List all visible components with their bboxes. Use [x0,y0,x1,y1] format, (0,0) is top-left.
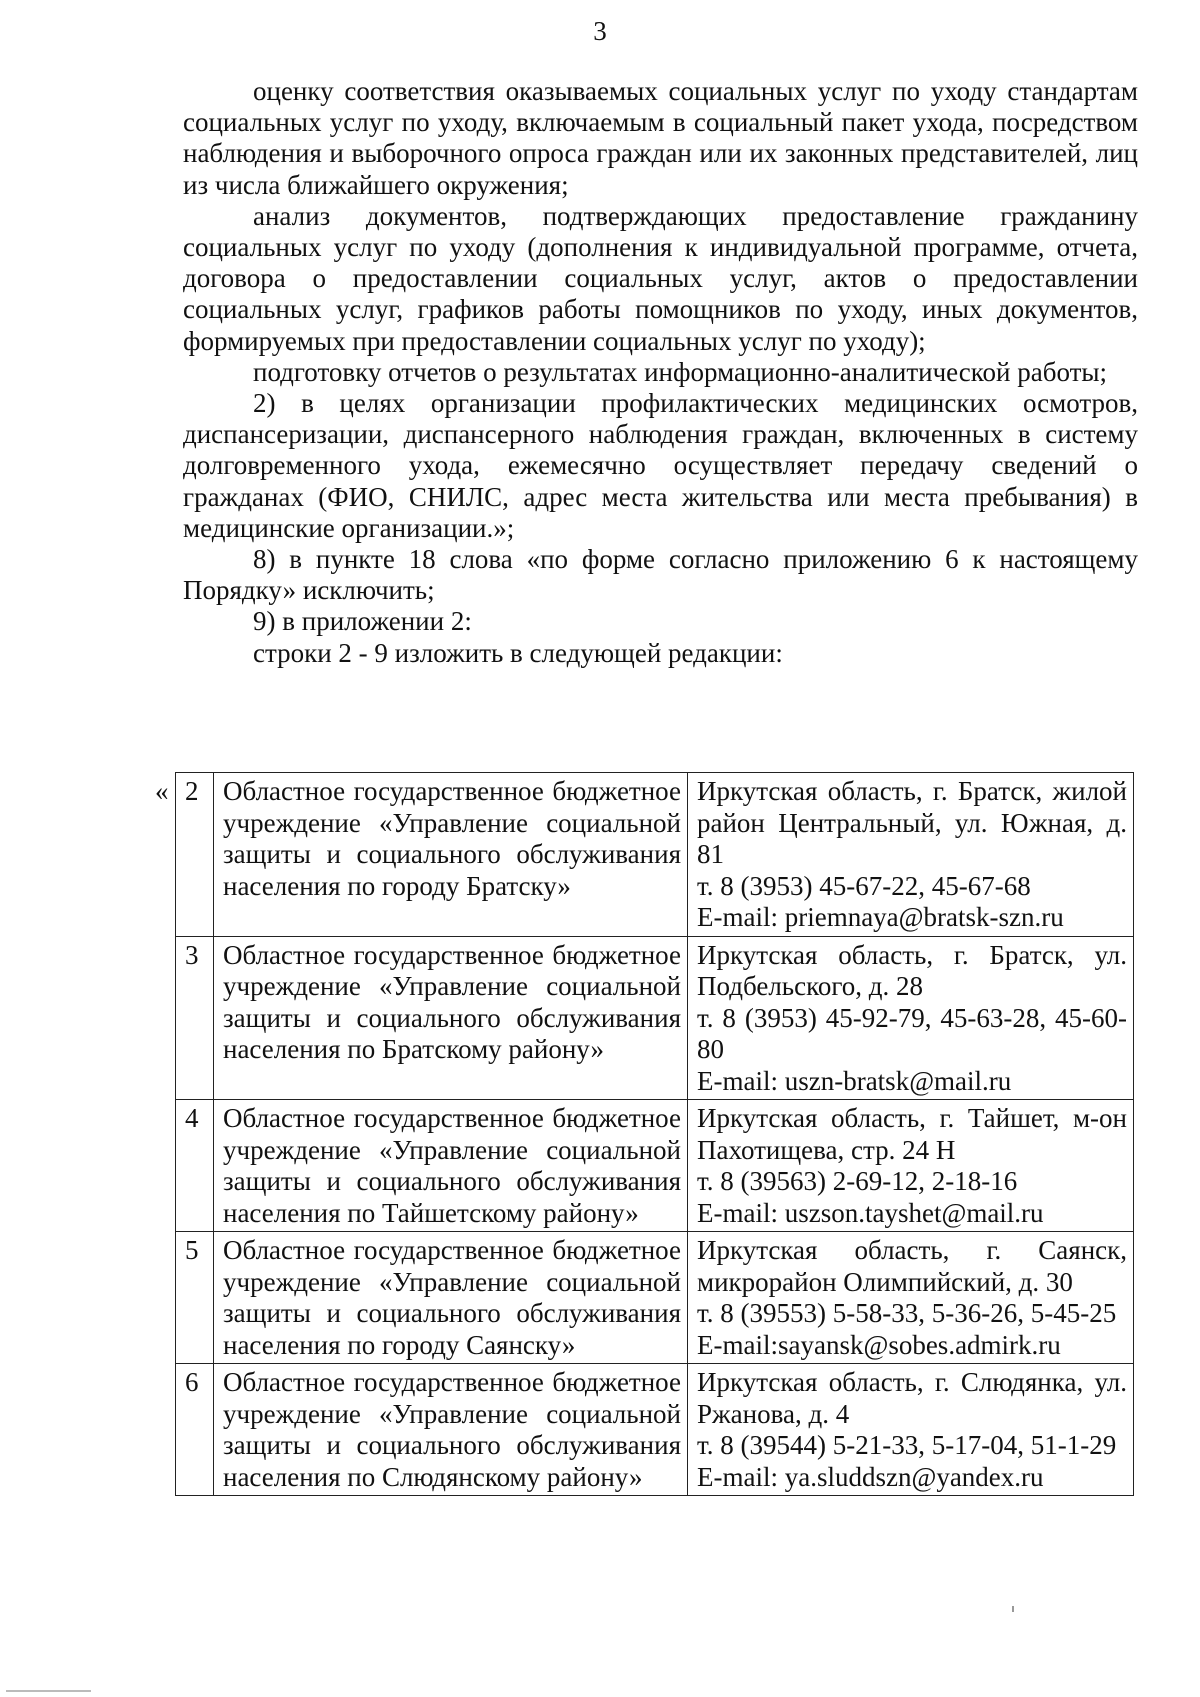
paragraph: строки 2 - 9 изложить в следующей редакции: [253,637,783,668]
table-row [176,936,1134,1100]
institution-name: Областное государственное бюджетное учреждение «Управление социальной защиты и социального обслуживания населения по городу Братску» [214,773,688,937]
paragraph: 9) в приложении 2: [253,606,472,637]
phone-line: т. 8 (3953) 45-92-79, 45-63-28, 45-60-80 [697,1002,1127,1064]
table-open-quote: « [155,776,169,806]
page-number: 3 [593,16,607,46]
paragraph: 8) в пункте 18 слова «по форме согласно приложению 6 к настоящему Порядку» исключить; [183,544,1138,606]
phone-line: т. 8 (3953) 45-67-22, 45-67-68 [697,870,1031,901]
institution-name: Областное государственное бюджетное учреждение «Управление социальной защиты и социального обслуживания населения по Тайшетскому району» [214,1100,688,1232]
institutions-table [175,772,1134,1496]
address-line: Иркутская область, г. Братск, ул. Подбельского, д. 28 [697,939,1127,1001]
row-number: 5 [176,1232,214,1364]
scan-artifact [1012,1606,1014,1612]
table-row [176,1364,1134,1496]
paragraph: оценку соответствия оказываемых социальных услуг по уходу стандартам социальных услуг по уходу, включаемым в социальный пакет ухода, посредством наблюдения и выборочного опроса граждан или их законных представителей, лиц из числа ближайшего окружения; [183,76,1138,200]
institution-contacts [688,1364,1134,1496]
institution-contacts [688,936,1134,1100]
paragraph: анализ документов, подтверждающих предоставление гражданину социальных услуг по уходу (дополнения к индивидуальной программе, отчета, договора о предоставлении социальных услуг, актов о предоставлении социальных услуг, графиков работы помощников по уходу, иных документов, формируемых при предоставлении социальных услуг по уходу); [183,200,1138,356]
institutions-table-wrapper [175,772,1134,1496]
document-body [183,76,1138,669]
institution-name: Областное государственное бюджетное учреждение «Управление социальной защиты и социального обслуживания населения по Братскому району» [214,936,688,1100]
email-line: E-mail: priemnaya@bratsk-szn.ru [697,902,1064,932]
email-line: E-mail:sayansk@sobes.admirk.ru [697,1329,1061,1360]
phone-line: т. 8 (39553) 5-58-33, 5-36-26, 5-45-25 [697,1298,1117,1328]
institution-name: Областное государственное бюджетное учреждение «Управление социальной защиты и социального обслуживания населения по Слюдянскому району» [214,1364,688,1496]
phone-line: т. 8 (39544) 5-21-33, 5-17-04, 51-1-29 [697,1430,1117,1460]
address-line: Иркутская область, г. Тайшет, м-он Пахотищева, стр. 24 Н [697,1103,1127,1165]
paragraph: подготовку отчетов о результатах информационно-аналитической работы; [253,356,1108,387]
paragraph: 2) в целях организации профилактических медицинских осмотров, диспансеризации, диспансерного наблюдения граждан, включенных в систему долговременного ухода, ежемесячно осуществляет передачу сведений о гражданах (ФИО, СНИЛС, адрес места жительства или места пребывания) в медицинские организации.»; [183,388,1138,543]
email-line: E-mail: uszson.tayshet@mail.ru [697,1197,1044,1228]
institution-contacts [688,773,1134,937]
scan-artifact [6,1690,91,1692]
table-row [176,1232,1134,1364]
row-number: 6 [176,1364,214,1496]
row-number: 3 [176,936,214,1100]
row-number: 2 [176,773,214,937]
address-line: Иркутская область, г. Слюдянка, ул. Ржанова, д. 4 [697,1367,1127,1429]
address-line: Иркутская область, г. Братск, жилой район Центральный, ул. Южная, д. 81 [697,776,1127,869]
table-row [176,1100,1134,1232]
table-row [176,773,1134,937]
email-line: E-mail: ya.sluddszn@yandex.ru [697,1461,1044,1492]
institution-name: Областное государственное бюджетное учреждение «Управление социальной защиты и социального обслуживания населения по городу Саянску» [214,1232,688,1364]
row-number: 4 [176,1100,214,1232]
email-line: E-mail: uszn-bratsk@mail.ru [697,1065,1012,1096]
institution-contacts [688,1100,1134,1232]
institution-contacts [688,1232,1134,1364]
address-line: Иркутская область, г. Саянск, микрорайон Олимпийский, д. 30 [697,1235,1127,1297]
phone-line: т. 8 (39563) 2-69-12, 2-18-16 [697,1166,1018,1196]
